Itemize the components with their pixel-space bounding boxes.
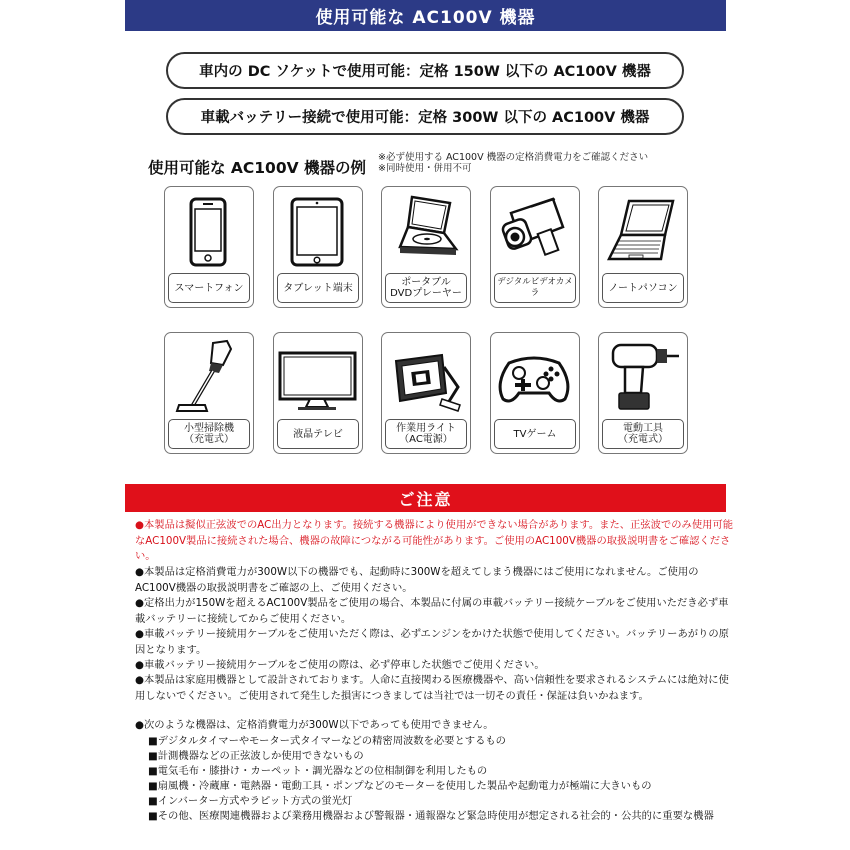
caution-line-sine-wave: ●本製品は擬似正弦波でのAC出力となります。接続する機器により使用ができない場合があります。また、正弦波でのみ使用可能なAC100V製品に接続された場合、機器の故障につながる可能性があります。ご使用のAC100V機器の取扱説明書をご確認ください。 [135, 519, 734, 562]
device-label: TVゲーム [494, 419, 576, 449]
caution-list-intro: ●次のような機器は、定格消費電力が300W以下であっても使用できません。 [135, 719, 494, 731]
device-label: タブレット端末 [277, 273, 359, 303]
device-label: 液晶テレビ [277, 419, 359, 449]
device-card-video-camera [490, 186, 580, 308]
battery-usage: 車載バッテリー接続で使用可能：定格 300W 以下の AC100V 機器 [166, 98, 684, 135]
device-label: 作業用ライト （AC電源） [385, 419, 467, 449]
note-rated-power: ※必ず使用する AC100V 機器の定格消費電力をご確認ください [378, 152, 649, 163]
laptop-icon [599, 187, 686, 271]
device-card-tablet [273, 186, 363, 308]
tablet-icon [274, 187, 361, 271]
caution-line-parked: ●車載バッテリー接続用ケーブルをご使用の際は、必ず停車した状態でご使用ください。 [135, 659, 545, 671]
device-label: ノートパソコン [602, 273, 684, 303]
device-label: デジタルビデオカメラ [494, 273, 576, 303]
power-drill-icon [599, 333, 686, 417]
caution-list-item: ■電気毛布・膝掛け・カーペット・調光器などの位相制御を利用したもの [148, 765, 488, 777]
caution-list-item: ■その他、医療関連機器および業務用機器および警報器・通報器など緊急時使用が想定される社会的・公共的に重要な機器 [148, 810, 714, 822]
device-card-lcd-tv [273, 332, 363, 454]
device-label: スマートフォン [168, 273, 250, 303]
caution-list-item: ■計測機器などの正弦波しか使用できないもの [148, 750, 364, 762]
smartphone-icon [165, 187, 252, 271]
device-label: 電動工具 （充電式） [602, 419, 684, 449]
note-no-concurrent: ※同時使用・併用不可 [378, 163, 472, 174]
device-label: 小型掃除機 （充電式） [168, 419, 250, 449]
dvd-player-icon [382, 187, 469, 271]
dc-socket-usage: 車内の DC ソケットで使用可能：定格 150W 以下の AC100V 機器 [166, 52, 684, 89]
header-title: 使用可能な AC100V 機器 [125, 0, 726, 31]
device-card-smartphone [164, 186, 254, 308]
caution-line-startup-power: ●本製品は定格消費電力が300W以下の機器でも、起動時に300Wを超えてしまう機器にはご使用になれません。ご使用のAC100V機器の取扱説明書をご確認の上、ご使用ください。 [135, 566, 699, 594]
work-light-icon [382, 333, 469, 417]
device-card-dvd-player [381, 186, 471, 308]
device-card-laptop [598, 186, 688, 308]
device-card-vacuum [164, 332, 254, 454]
caution-list-item: ■デジタルタイマーやモーター式タイマーなどの精密周波数を必要とするもの [148, 735, 506, 747]
caution-title: ご注意 [125, 484, 726, 512]
device-card-work-light [381, 332, 471, 454]
examples-title: 使用可能な AC100V 機器の例 [148, 159, 367, 177]
video-camera-icon [491, 187, 578, 271]
caution-list-item: ■インバーター方式やラピット方式の蛍光灯 [148, 795, 353, 807]
device-card-power-drill [598, 332, 688, 454]
caution-list-item: ■扇風機・冷蔵庫・電熱器・電動工具・ポンプなどのモーターを使用した製品や起動電力が極端に大きいもの [148, 780, 652, 792]
lcd-tv-icon [274, 333, 361, 417]
device-card-game [490, 332, 580, 454]
caution-line-household: ●本製品は家庭用機器として設計されております。人命に直接関わる医療機器や、高い信頼性を要求されるシステムには絶対に使用しないでください。ご使用されて発生した損害につきましては当社では一切その責任・保証は負いかねます。 [135, 674, 729, 702]
caution-line-150w-cable: ●定格出力が150Wを超えるAC100V製品をご使用の場合、本製品に付属の車載バッテリー接続ケーブルをご使用いただき必ず車載バッテリーに接続してからご使用ください。 [135, 597, 729, 625]
examples-notes [378, 152, 648, 174]
game-controller-icon [491, 333, 578, 417]
caution-line-engine: ●車載バッテリー接続用ケーブルをご使用いただく際は、必ずエンジンをかけた状態で使用してください。バッテリーあがりの原因となります。 [135, 628, 729, 656]
device-label: ポータブル DVDプレーヤー [385, 273, 467, 303]
vacuum-cleaner-icon [165, 333, 252, 417]
